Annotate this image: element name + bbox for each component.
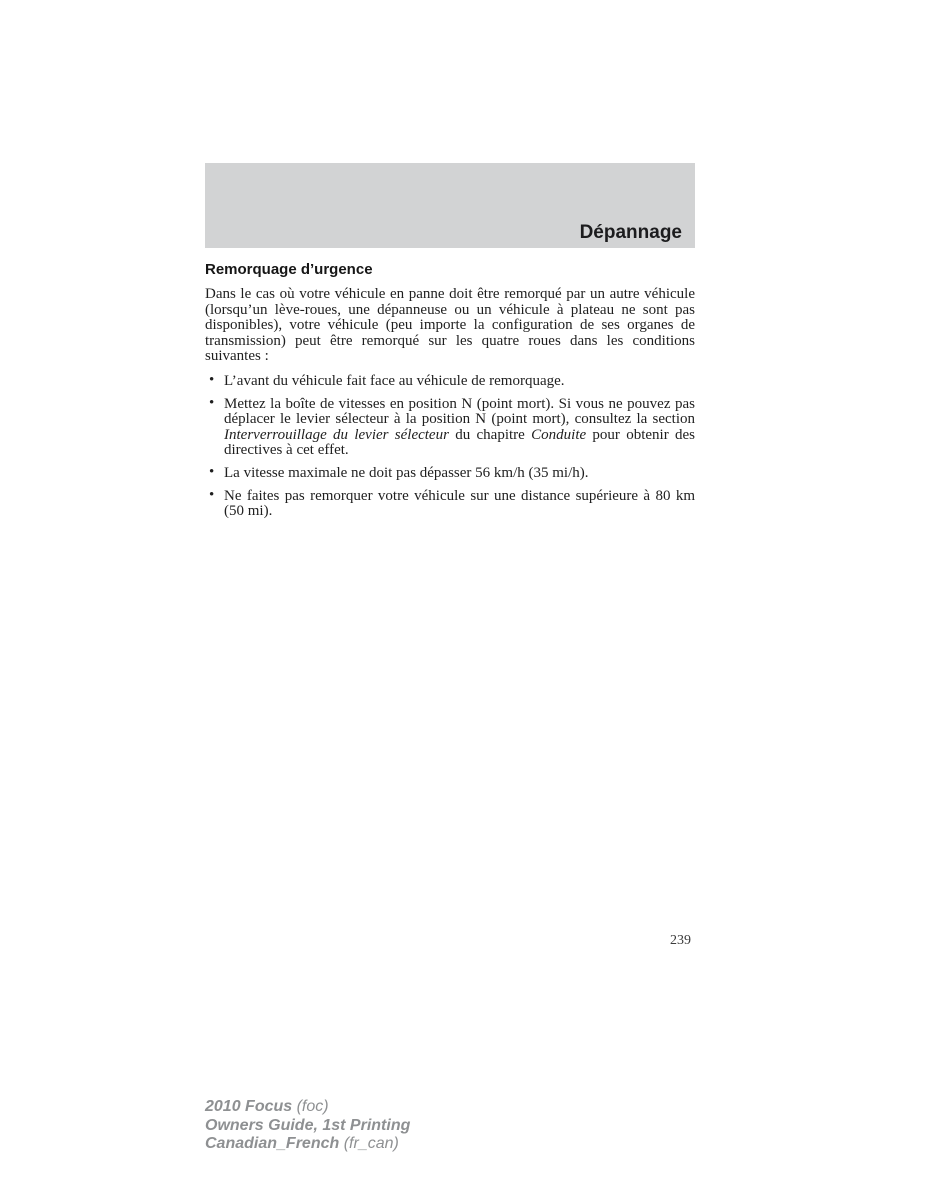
bullet-text: La vitesse maximale ne doit pas dépasser 56 km/h (35 mi/h). — [224, 464, 589, 481]
page-number: 239 — [670, 933, 691, 948]
footer-line — [205, 1135, 410, 1154]
bullet-item — [205, 486, 695, 520]
footer-line-normal: (fr_can) — [339, 1135, 399, 1152]
bullet-text: du chapitre — [448, 426, 532, 443]
footer-line — [205, 1117, 410, 1136]
bullet-text: L’avant du véhicule fait face au véhicule de remorquage. — [224, 372, 565, 389]
bullet-item — [205, 463, 695, 482]
footer-line-bold: Owners Guide, 1st Printing — [205, 1116, 411, 1134]
section-heading: Remorquage d’urgence — [205, 261, 373, 278]
bullet-text: pour obtenir des directives à cet effet. — [224, 426, 696, 459]
bullet-text: Mettez la boîte de vitesses en position N (point mort). Si vous ne pouvez pas déplacer le levier sélecteur à la position N (point mort), consultez la section — [224, 395, 695, 428]
chapter-title: Dépannage — [579, 222, 682, 243]
bullet-marker: • — [209, 371, 215, 388]
cross-reference-text: Interverrouillage du levier sélecteur — [224, 426, 449, 443]
bullet-marker: • — [209, 486, 215, 503]
bullet-marker: • — [209, 463, 215, 480]
footer — [205, 1098, 410, 1154]
cross-reference-text: Conduite — [531, 426, 587, 443]
bullet-text: Ne faites pas remorquer votre véhicule sur une distance supérieure à 80 km (50 mi). — [224, 487, 695, 520]
bullet-item — [205, 394, 696, 459]
footer-line-bold: Canadian_French — [205, 1135, 340, 1152]
footer-line-bold: 2010 Focus — [205, 1098, 293, 1115]
bullet-list — [205, 371, 696, 520]
chapter-banner — [205, 163, 695, 248]
intro-paragraph: Dans le cas où votre véhicule en panne doit être remorqué par un autre véhicule (lorsqu’un lève-roues, une dépanneuse ou un véhicule à plateau ne sont pas disponibles), votre véhicule (peu importe la configuration de ses organes de transmission) peut être remorqué sur les quatre roues dans les conditions suivantes : — [205, 286, 695, 365]
footer-line — [205, 1098, 410, 1117]
bullet-marker: • — [209, 394, 215, 411]
bullet-item — [205, 371, 695, 390]
section-content — [205, 261, 695, 527]
footer-line-normal: (foc) — [292, 1098, 329, 1115]
